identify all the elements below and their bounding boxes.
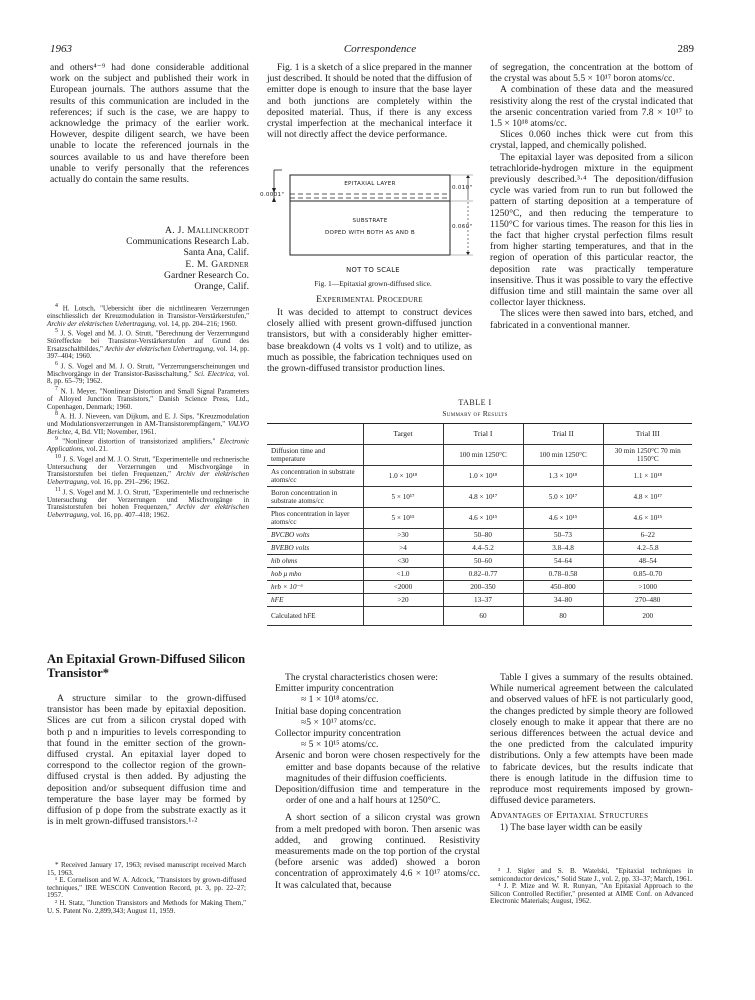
characteristic-value: ≈ 5 × 10¹⁵ atoms/cc.: [301, 739, 379, 751]
table-row: Calculated hFE 60 80 200: [267, 607, 692, 626]
column-header: Trial I: [443, 424, 523, 445]
article-title: An Epitaxial Grown-Diffused Silicon Transistor*: [47, 652, 246, 680]
table-row: Phos concentration in layer atoms/cc 5 × 10¹⁵ 4.6 × 10¹⁵ 4.6 × 10¹⁵ 4.6 × 10¹⁵: [267, 508, 692, 529]
table-row: hrb × 10⁻⁶ <2000 200–350 450–800 >1000: [267, 581, 692, 594]
table-title: TABLE I: [458, 398, 492, 407]
table-row: As concentration in substrate atoms/cc 1.0 × 10¹⁸ 1.0 × 10¹⁸ 1.3 × 10¹⁸ 1.1 × 10¹⁸: [267, 466, 692, 487]
section-heading-experimental: Experimental Procedure: [316, 294, 423, 305]
continuation-paragraph: and others⁴⁻⁹ had done considerable additional work on the subject and published their work in European journals. The authors assume that the results of this communication are included in the references; if such is the case, we are happy to acknowledge the primacy of the earlier work. However, despite diligent search, we have been unable to locate the referenced journals in the sources available to us and have therefore been unable to verify personally that the references actually do contain the same results.: [50, 62, 249, 186]
footnote: $^4$ H. Lotsch, "Uebersicht über die nichtlinearen Verzerrungen einschliesslich der Kreuzmodulation in Transistor-Verstärkerstufen," Archiv der elektrischen Uebertragung, vol. 14, pp. 204–216; 1960.: [47, 303, 249, 328]
substrate-label: SUBSTRATE: [352, 218, 388, 224]
arsenic-note: Arsenic and boron were chosen respectively for the emitter and base dopants because of the relative magnitudes of their diffusion coefficients.: [275, 750, 480, 784]
author-location: Orange, Calif.: [194, 281, 249, 293]
author-name: A. J. Mallinckrodt: [165, 225, 249, 236]
footnote: $^8$ A. H. J. Nieveen, van Dijkum, and E. J. Sips, "Kreuzmodulation und Modulationsverzerrungen in AM-Transistorempfängern," VALVO Berichte, 4, Bd. VII; November, 1961.: [47, 411, 249, 436]
footnote: $^9$ "Nonlinear distortion of transistorized amplifiers," Electronic Applications, vol. 21.: [47, 436, 249, 454]
table-row: hFE >20 13–37 34–80 270–480: [267, 594, 692, 607]
column-header: Trial II: [523, 424, 603, 445]
footnote: $^{11}$ J. S. Vogel and M. J. O. Strutt, "Experimentelle und rechnerische Untersuchung der Verzerrungen und Mischvorgänge in Transistorstufen bei hohen Frequenzen," Archiv der elektrischen Uebertragung, vol. 16, pp. 407–418; 1962.: [47, 486, 249, 519]
article-footnotes: [47, 862, 246, 915]
header-page-number: 289: [677, 43, 694, 55]
table-row: Boron concentration in substrate atoms/cc 5 × 10¹⁷ 4.8 × 10¹⁷ 5.0 × 10¹⁷ 4.8 × 10¹⁷: [267, 487, 692, 508]
epitaxial-layer-label: EPITAXIAL LAYER: [344, 181, 396, 187]
footnote: $^{10}$ J. S. Vogel and M. J. O. Strutt, "Experimentelle und rechnerische Untersuchung der Verzerrungen und Mischvorgänge in Transistorstufen bei tiefen Frequenzen," Archiv der elektrischen Uebertragung, vol. 16, pp. 291–296; 1962.: [47, 453, 250, 486]
author-org: Gardner Research Co.: [164, 269, 249, 281]
paragraph: of segregation, the concentration at the bottom of the crystal was about 5.5 × 10¹⁷ boron atoms/cc.: [490, 62, 693, 85]
header-year: 1963: [50, 43, 72, 55]
dimension-substrate-thickness: 0.060": [452, 224, 473, 230]
author-org: Communications Research Lab.: [126, 236, 249, 248]
footnote: ⁴ J. P. Mize and W. R. Runyan, "An Epitaxial Approach to the Silicon Controlled Rectifier," presented at AIME Conf. on Advanced Electronic Materials; August, 1962.: [490, 882, 693, 906]
footnote: $^6$ J. S. Vogel and M. J. O. Strutt, "Verzerrungserscheinungen und Mischvorgänge in der Transistor-Basisschaltung," Sci. Electrica, vol. 8, pp. 65–79; 1962.: [47, 360, 249, 386]
experimental-section: [267, 307, 472, 374]
deposition-note: Deposition/diffusion time and temperature in the order of one and a half hours at 1250°C.: [275, 784, 480, 807]
advantages-first-item: 1) The base layer width can be easily: [500, 821, 643, 833]
figure-description-paragraph: Fig. 1 is a sketch of a slice prepared in the manner just described. It should be noted that the diffusion of emitter dope is enough to insure that the base layer and both junctions are completely within the deposited material. Thus, if there is any excess crystal imperfection at the mechanical interface it will not directly affect the device performance.: [267, 62, 472, 141]
crystal-paragraph: A short section of a silicon crystal was grown from a melt predoped with boron. Then arsenic was added, and growing continued. Resistivity measurements made on the top portion of the crystal (before arsenic was added) showed a boron concentration of approximately 4.6 × 10¹⁷ atoms/cc. It was calculated that, because: [275, 812, 480, 891]
column-header: Trial III: [603, 424, 692, 445]
advantages-heading: Advantages of Epitaxial Structures: [490, 810, 649, 822]
dimension-left: 0.0001": [260, 192, 285, 198]
characteristic-value: ≈ 1 × 10¹⁸ atoms/cc.: [301, 694, 379, 706]
dimension-epi-thickness: 0.010": [452, 185, 473, 191]
header-section: Correspondence: [343, 43, 417, 55]
author-name: E. M. Gardner: [185, 258, 249, 270]
characteristic-label: Collector impurity concentration: [275, 728, 401, 740]
scale-note: NOT TO SCALE: [346, 266, 400, 274]
paragraph: The epitaxial layer was deposited from a silicon tetrachloride-hydrogen mixture in the equipment previously described.³·⁴ The deposition/diffusion cycle was varied from run to run but followed the pattern of starting deposition at a temperature of 1250°C, and then reducing the temperature to 1150°C for various times. The reason for this lies in the fact that higher crystal perfection films result from higher starting temperatures, and that in the region of operation of this particular reactor, the deposition rate was practically temperature insensitive. Thus it was possible to vary the effective diffusion time and still maintain the same over all collector layer thickness.: [490, 151, 693, 309]
characteristic-value: ≈5 × 10¹⁷ atoms/cc.: [301, 716, 376, 728]
right-footnotes: [490, 868, 693, 906]
author-location: Santa Ana, Calif.: [183, 247, 249, 259]
experimental-paragraph: It was decided to attempt to construct devices closely allied with present grown-diffused junction transistors, but with a considerably higher emitter-base breakdown (4 volts vs 1 volt) and to utilize, as much as possible, the fabrication techniques used on the grown-diffused transistor production lines.: [267, 307, 472, 375]
table-row: hib ohms <30 50–60 54–64 48–54: [267, 555, 692, 568]
characteristics-block: [275, 672, 480, 891]
right-column-top: [490, 62, 693, 331]
footnote: ² H. Statz, "Junction Transistors and Methods for Making Them," U. S. Patent No. 2,899,343; August 11, 1959.: [47, 898, 246, 915]
doping-label: DOPED WITH BOTH AS AND B: [324, 230, 416, 236]
table-row: Diffusion time and temperature 100 min 1250°C 100 min 1250°C 30 min 1250°C 70 min 1150°C: [267, 445, 692, 466]
table-header-row: [267, 424, 692, 445]
figure-1: [260, 168, 478, 268]
results-table: [267, 423, 692, 626]
table-row: BVEBO volts >4 4.4–5.2 3.8–4.8 4.2–5.8: [267, 542, 692, 555]
paragraph: Slices 0.060 inches thick were cut from this crystal, lapped, and chemically polished.: [490, 129, 693, 152]
table-row: hob μ mho <1.0 0.82–0.77 0.78–0.58 0.85–0.70: [267, 568, 692, 581]
characteristic-label: Emitter impurity concentration: [275, 683, 394, 695]
figure-caption: Fig. 1—Epitaxial grown-diffused slice.: [314, 279, 432, 288]
footnote: * Received January 17, 1963; revised manuscript received March 15, 1963.: [47, 861, 246, 877]
middle-column-top: [267, 62, 472, 140]
table-row: BVCBO volts >30 50–80 50–73 6–22: [267, 529, 692, 542]
intro-paragraph: A structure similar to the grown-diffused transistor has been made by epitaxial deposition. Slices are cut from a silicon crystal doped with both p and n impurities to levels corresponding to that found in the emitter section of the grown-diffused crystal. An epitaxial layer doped to correspond to the collector region of the grown-diffused crystal is then added. By adjusting the deposition and/or subsequent diffusion time and temperature the base layer may be formed by diffusion of p dope from the substrate exactly as it is in melt grown-diffused transistors.¹·²: [47, 693, 246, 828]
footnote: $^5$ J. S. Vogel and M. J. O. Strutt, "Berechnung der Verzerrungund Störeffeckte bei Transistor-Verstärkerstufen auf Grund des Ersatzschaltbildes," Archiv der elektrischen Uebertragung, vol. 14, pp. 397–404; 1960.: [47, 328, 249, 361]
characteristic-label: Initial base doping concentration: [275, 705, 402, 717]
left-column-top: [50, 62, 249, 185]
footnote: ³ J. Sigler and S. B. Watelski, "Epitaxial techniques in semiconductor devices," Solid State J., vol. 2, pp. 33–37; March, 1961.: [490, 867, 693, 883]
left-footnotes: [47, 303, 249, 519]
paragraph: The slices were then sawed into bars, etched, and fabricated in a conventional manner.: [490, 308, 693, 331]
summary-block: [490, 672, 693, 833]
paragraph: A combination of these data and the measured resistivity along the rest of the crystal indicated that the arsenic concentration varied from 7.8 × 10¹⁷ to 1.5 × 10¹⁸ atoms/cc.: [490, 84, 693, 130]
article-intro: [47, 693, 246, 827]
table-subtitle: Summary of Results: [442, 409, 508, 418]
column-header: Target: [363, 424, 443, 445]
summary-paragraph: Table I gives a summary of the results obtained. While numerical agreement between the calculated and observed values of hFE is not particularly good, the changes predicted by simple theory are followed closely enough to make it appear that there are no serious differences between the actual device and the one predicted from the calculated impurity distributions. Only a few attempts have been made to fabricate devices, but the results indicate that there is enough latitude in the diffusion time to reproduce most requirements imposed by grown-diffused device parameters.: [490, 672, 693, 807]
footnote: ¹ E. Cornelison and W. A. Adcock, "Transistors by grown-diffused techniques," IRE WESCON Convention Record, pt. 3, pp. 22–27; 1957.: [47, 876, 246, 900]
characteristics-intro: The crystal characteristics chosen were:: [285, 672, 438, 683]
signature-block: [50, 225, 249, 292]
footnote: $^7$ N. I. Meyer, "Nonlinear Distortion and Small Signal Parameters of Alloyed Junction Transistors," Danish Science Press, Ltd., Copenhagen, Denmark; 1960.: [47, 386, 249, 411]
